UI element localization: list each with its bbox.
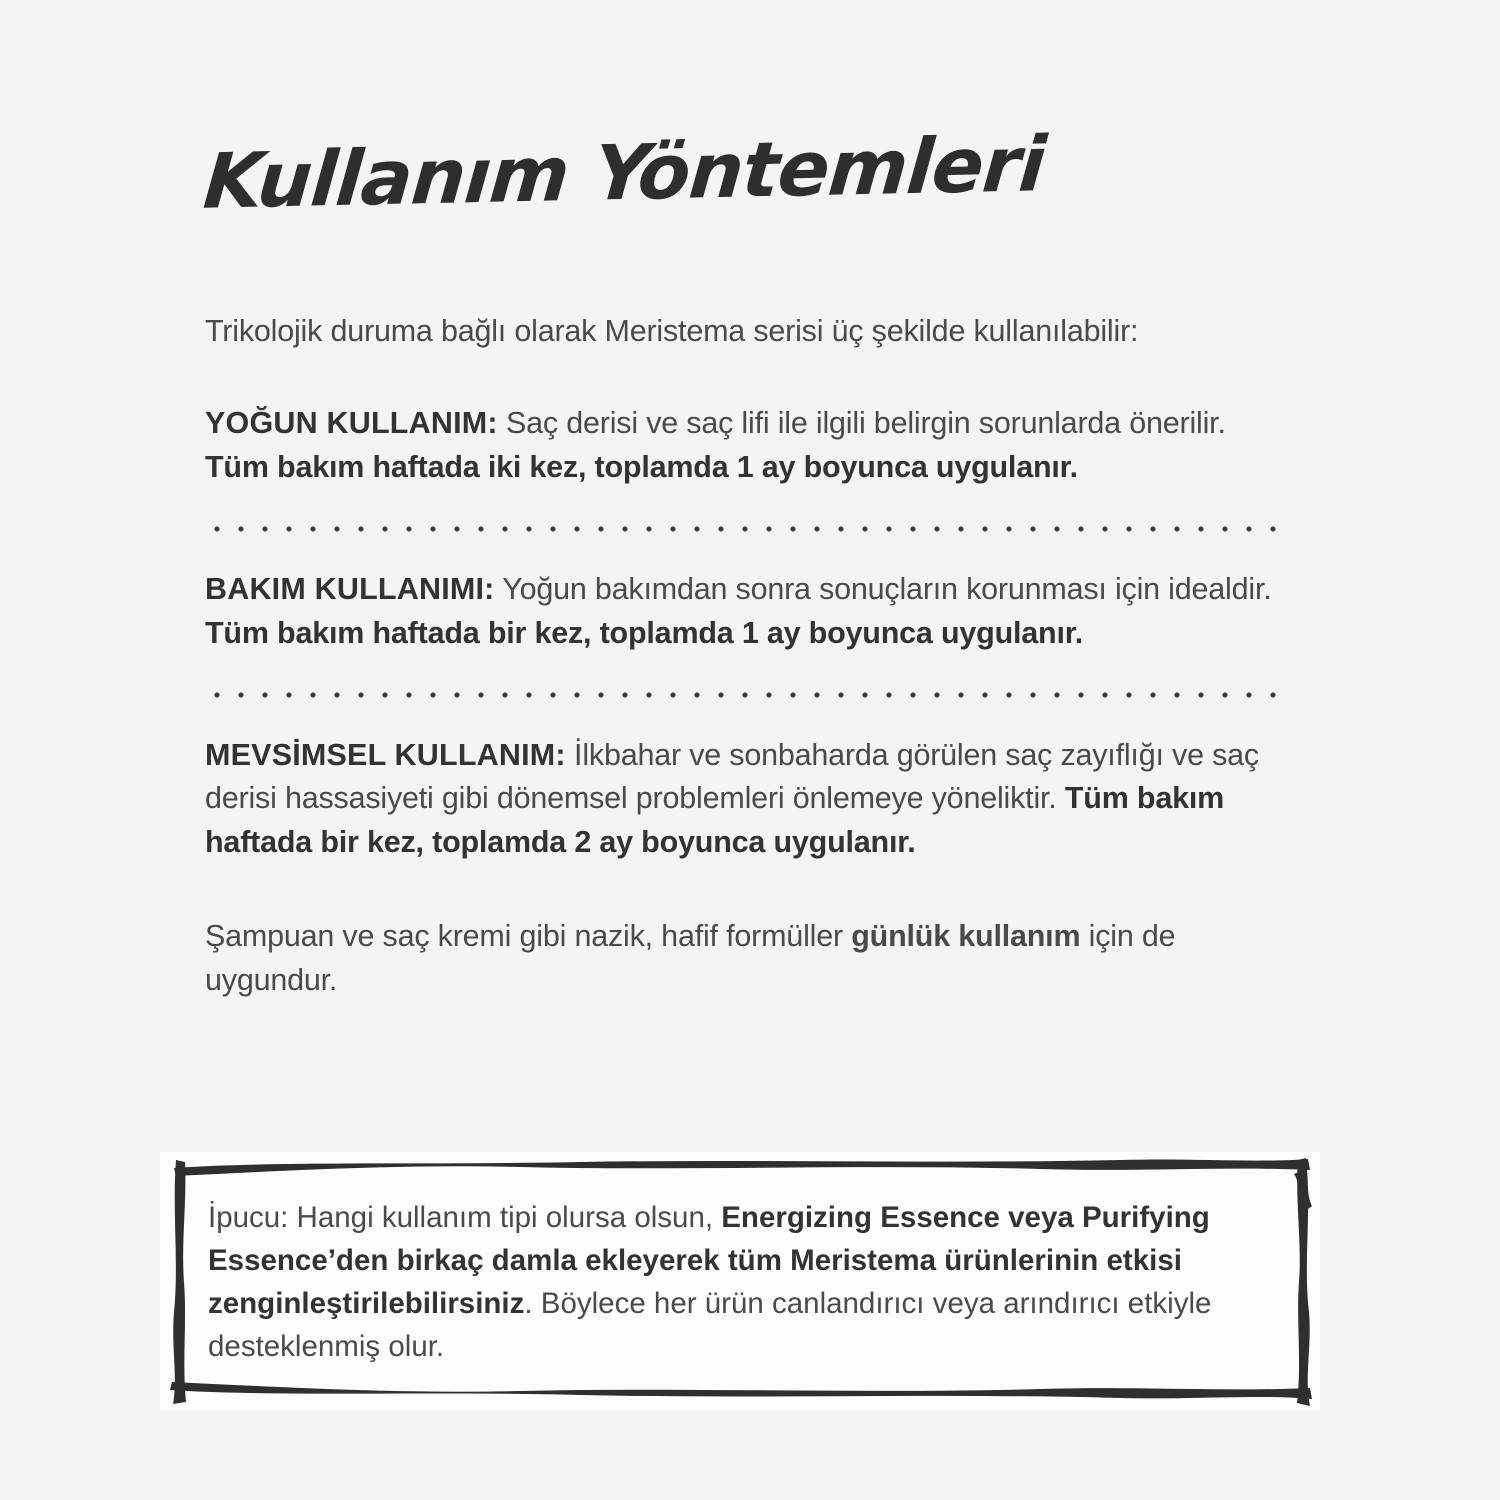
usage-block-intensive xyxy=(205,402,1285,490)
tip-bold: Energizing Essence veya Purifying Essence’den birkaç damla ekleyerek tüm Meristema ürünlerinin etkisi zenginleştirilebilirsiniz xyxy=(208,1201,1210,1321)
usage-label-seasonal: MEVSİMSEL KULLANIM: xyxy=(205,737,566,772)
tip-box xyxy=(160,1152,1320,1410)
usage-bold-intensive: Tüm bakım haftada iki kez, toplamda 1 ay boyunca uygulanır. xyxy=(205,449,1078,484)
daily-text-1: Şampuan ve saç kremi gibi nazik, hafif formüller xyxy=(205,919,852,954)
dotted-divider-1 xyxy=(205,526,1283,532)
document-body xyxy=(205,310,1285,1003)
usage-text-maintenance: Yoğun bakımdan sonra sonuçların korunması için idealdir. xyxy=(494,571,1272,606)
dotted-divider-2 xyxy=(205,692,1283,698)
usage-label-maintenance: BAKIM KULLANIMI: xyxy=(205,571,495,606)
usage-text-intensive: Saç derisi ve saç lifi ile ilgili belirgin sorunlarda önerilir. xyxy=(497,405,1226,440)
tip-text-2: . Böylece her ürün canlandırıcı veya arındırıcı etkiyle desteklenmiş olur. xyxy=(208,1287,1212,1364)
usage-bold-seasonal: Tüm bakım haftada bir kez, toplamda 2 ay boyunca uygulanır. xyxy=(205,781,1225,860)
daily-use-note xyxy=(205,915,1285,1003)
usage-block-seasonal xyxy=(205,734,1285,866)
usage-bold-maintenance: Tüm bakım haftada bir kez, toplamda 1 ay boyunca uygulanır. xyxy=(205,615,1084,650)
intro-text: Trikolojik duruma bağlı olarak Meristema serisi üç şekilde kullanılabilir: xyxy=(205,314,1139,348)
usage-text-seasonal: İlkbahar ve sonbaharda görülen saç zayıflığı ve saç derisi hassasiyeti gibi dönemsel problemleri önlemeye yöneliktir. xyxy=(205,737,1259,816)
page-title: Kullanım Yöntemleri xyxy=(200,119,1049,226)
daily-text-2: için de uygundur. xyxy=(205,919,1176,998)
tip-text-1: İpucu: Hangi kullanım tipi olursa olsun, xyxy=(208,1201,722,1234)
usage-label-intensive: YOĞUN KULLANIM: xyxy=(205,405,498,440)
usage-block-maintenance xyxy=(205,568,1285,656)
daily-bold: günlük kullanım xyxy=(851,919,1081,954)
intro-paragraph xyxy=(205,310,1285,354)
tip-box-text xyxy=(208,1196,1228,1368)
